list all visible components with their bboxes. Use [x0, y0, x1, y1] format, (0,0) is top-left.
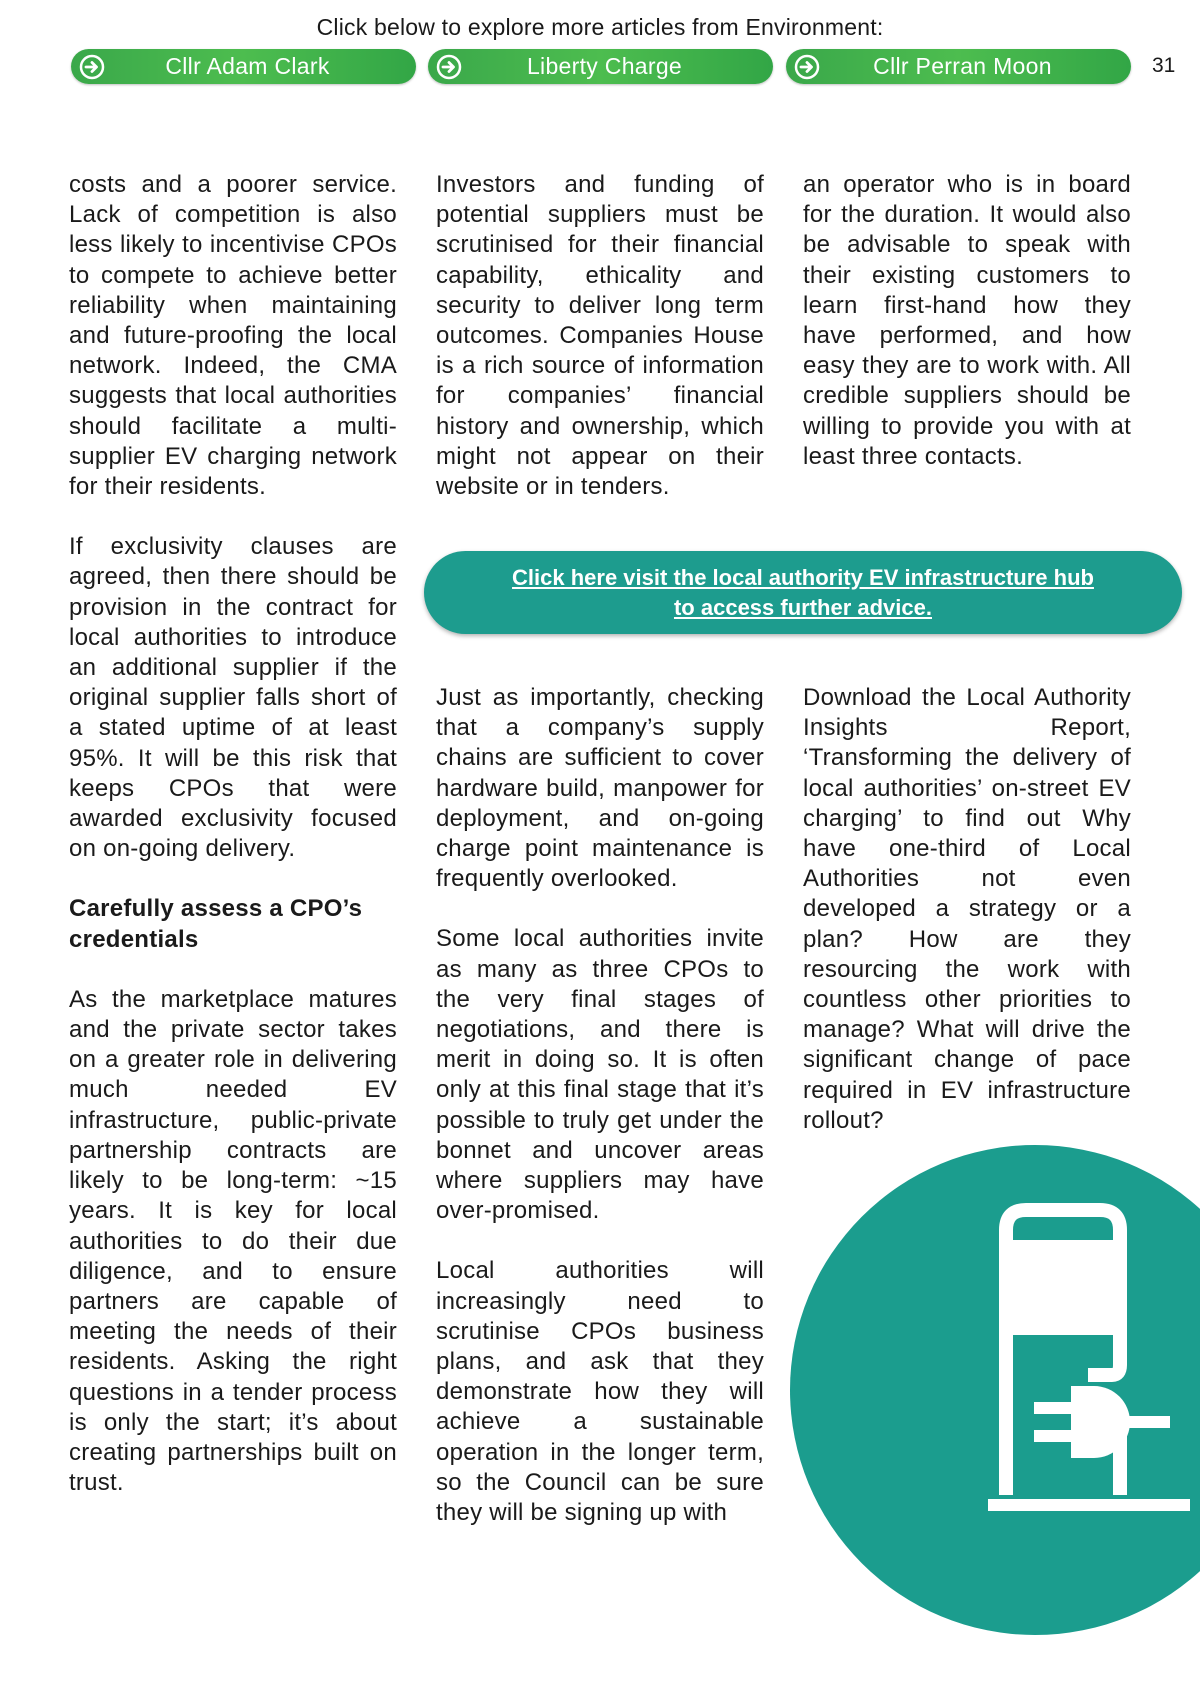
paragraph: Investors and funding of potential suppliers must be scrutinised for their financial capability, ethicality and security to deliver long term outcomes. Companies House is a rich source of information for companies’ financial history and ownership, which might not appear on their website or in tenders. [436, 171, 764, 501]
nav-caption: Click below to explore more articles from Environment: [316, 14, 884, 40]
paragraph: Some local authorities invite as many as three CPOs to the very final stages of negotiations, and there is merit in doing so. It is often only at this final stage that it’s possible to truly get under the bonnet and uncover areas where suppliers may have over-promised. [436, 925, 764, 1225]
arrow-right-circle-icon [794, 54, 820, 80]
nav-button-liberty-charge[interactable] [428, 49, 773, 84]
paragraph: Just as importantly, checking that a company’s supply chains are sufficient to cover hardware build, manpower for deployment, and on-going charge point maintenance is frequently overlooked. [436, 684, 764, 893]
ev-hub-link-text[interactable]: Click here visit the local authority EV infrastructure hub to access further advice. [512, 564, 1094, 620]
paragraph: costs and a poorer service. Lack of competition is also less likely to incentivise CPOs to compete to achieve better reliability when maintaining and future-proofing the local network. Indeed, the CMA suggests that local authorities should facilitate a multi-supplier EV charging network for their residents. [69, 171, 397, 501]
nav-button-perran-moon[interactable] [786, 49, 1131, 84]
paragraph: As the marketplace matures and the private sector takes on a greater role in delivering much needed EV infrastructure, public-private partnership contracts are likely to be long-term: ~15 years. It is key for local authorities to do their due diligence, and to ensure partners are capable of meeting the needs of their residents. Asking the right questions in a tender process is only the start; it’s about creating partnerships built on trust. [69, 985, 397, 1497]
article-column-3-top [803, 170, 1131, 472]
section-heading: Carefully assess a CPO’s credentials [69, 895, 363, 953]
nav-button-label: Cllr Perran Moon [873, 53, 1052, 79]
paragraph: Download the Local Authority Insights Report, ‘Transforming the delivery of local authorities’ on-street EV charging’ to find out Why have one-third of Local Authorities not even developed a strategy or a plan? How are they resourcing the work with countless other priorities to manage? What will drive the significant change of pace required in EV infrastructure rollout? [803, 684, 1131, 1134]
article-column-2-bottom [436, 683, 764, 1528]
article-column-2-top [436, 170, 764, 502]
paragraph: Local authorities will increasingly need to scrutinise CPOs business plans, and ask that they demonstrate how they will achieve a sustainable operation in the longer term, so the Council can be sure they will be signing up with [436, 1257, 764, 1527]
article-column-1 [69, 170, 397, 1498]
paragraph: If exclusivity clauses are agreed, then there should be provision in the contract for local authorities to introduce an additional supplier if the original supplier falls short of a stated uptime of at least 95%. It will be this risk that keeps CPOs that were awarded exclusivity focused on on-going delivery. [69, 533, 397, 863]
article-column-3-bottom [803, 683, 1131, 1136]
ev-hub-link-button[interactable] [424, 551, 1182, 634]
nav-button-adam-clark[interactable] [71, 49, 416, 84]
arrow-right-circle-icon [79, 54, 105, 80]
paragraph: an operator who is in board for the duration. It would also be advisable to speak with their existing customers to learn first-hand how they have performed, and how easy they are to work with. All credible suppliers should be willing to provide you with at least three contacts. [803, 171, 1131, 470]
arrow-right-circle-icon [436, 54, 462, 80]
nav-button-label: Liberty Charge [526, 53, 683, 79]
ev-charger-icon [790, 1110, 1200, 1660]
page-number: 31 [1152, 54, 1176, 77]
nav-button-label: Cllr Adam Clark [165, 53, 330, 79]
